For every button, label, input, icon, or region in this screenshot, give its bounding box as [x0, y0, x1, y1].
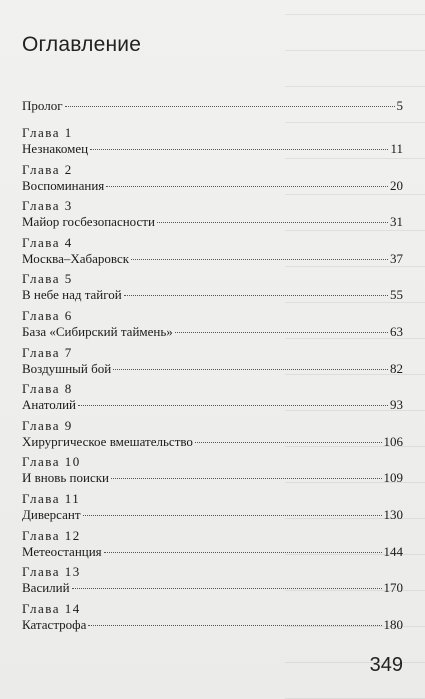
- entry-title: Воздушный бой: [22, 360, 112, 376]
- toc-entry: [22, 601, 403, 638]
- chapter-number: Глава 12: [22, 527, 81, 543]
- toc-entry: [22, 345, 403, 382]
- page-number-folio: 349: [369, 654, 403, 676]
- chapter-number: Глава 1: [22, 125, 73, 140]
- chapter-number: Глава 4: [22, 234, 73, 250]
- entry-page-number: 109: [383, 470, 403, 486]
- entry-title: Незнакомец: [22, 141, 89, 156]
- entry-page-number: 180: [383, 616, 403, 632]
- entry-title: Метеостанция: [22, 543, 102, 559]
- entry-title: В небе над тайгой: [22, 287, 122, 303]
- chapter-number: Глава 14: [22, 600, 81, 616]
- chapter-number: Глава 3: [22, 198, 73, 214]
- page-title: Оглавление: [22, 33, 142, 56]
- entry-page-number: 31: [390, 214, 403, 230]
- chapter-number: Глава 7: [22, 344, 73, 360]
- dot-leader: [175, 332, 388, 333]
- chapter-number: Глава 8: [22, 381, 73, 397]
- dot-leader: [104, 552, 382, 553]
- entry-title: Василий: [22, 580, 70, 596]
- toc-entry: [22, 454, 403, 491]
- dot-leader: [83, 515, 382, 516]
- toc-entry: [22, 162, 403, 199]
- toc-entry: [22, 271, 403, 308]
- entry-page-number: 11: [390, 141, 403, 156]
- entry-title: Катастрофа: [22, 616, 87, 632]
- toc-entry: [22, 235, 403, 272]
- entry-page-number: 55: [390, 287, 403, 303]
- toc-entry: [22, 308, 403, 345]
- toc-entry: [22, 418, 403, 455]
- dot-leader: [131, 259, 388, 260]
- chapter-number: Глава 10: [22, 454, 81, 470]
- entry-page-number: 130: [383, 506, 403, 522]
- toc-entry: [22, 564, 403, 601]
- entry-title: Хирургическое вмешательство: [22, 433, 193, 449]
- dot-leader: [157, 222, 388, 223]
- chapter-number: Глава 13: [22, 564, 81, 580]
- entry-title: И вновь поиски: [22, 470, 110, 486]
- chapter-number: Глава 2: [22, 161, 73, 177]
- entry-title: Диверсант: [22, 506, 81, 522]
- dot-leader: [111, 478, 381, 479]
- dot-leader: [195, 442, 382, 443]
- entry-page-number: 63: [390, 323, 403, 339]
- dot-leader: [106, 186, 388, 187]
- entry-page-number: 106: [383, 433, 403, 449]
- entry-title: Воспоминания: [22, 177, 105, 193]
- entry-page-number: 5: [396, 98, 403, 113]
- dot-leader: [72, 588, 382, 589]
- dot-leader: [78, 405, 388, 406]
- entry-title: Майор госбезопасности: [22, 214, 155, 230]
- toc-entry-prolog: [22, 98, 403, 125]
- entry-page-number: 144: [383, 543, 403, 559]
- dot-leader: [65, 106, 395, 107]
- entry-title: База «Сибирский таймень»: [22, 323, 173, 339]
- chapter-number: Глава 9: [22, 417, 73, 433]
- entry-page-number: 93: [390, 397, 403, 413]
- toc-entry: [22, 381, 403, 418]
- toc-entry: [22, 491, 403, 528]
- entry-title: Пролог: [22, 98, 63, 113]
- chapter-number: Глава 5: [22, 271, 73, 287]
- dot-leader: [113, 369, 388, 370]
- dot-leader: [88, 625, 381, 626]
- toc-entry: [22, 198, 403, 235]
- chapter-number: Глава 6: [22, 307, 73, 323]
- entry-page-number: 82: [390, 360, 403, 376]
- dot-leader: [90, 149, 388, 150]
- table-of-contents: [22, 98, 403, 637]
- entry-title: Анатолий: [22, 397, 77, 413]
- chapter-number: Глава 11: [22, 490, 81, 506]
- entry-page-number: 20: [390, 177, 403, 193]
- dot-leader: [124, 295, 388, 296]
- entry-page-number: 37: [390, 250, 403, 266]
- toc-entry: [22, 125, 403, 162]
- entry-page-number: 170: [383, 580, 403, 596]
- entry-title: Москва–Хабаровск: [22, 250, 130, 266]
- toc-entry: [22, 528, 403, 565]
